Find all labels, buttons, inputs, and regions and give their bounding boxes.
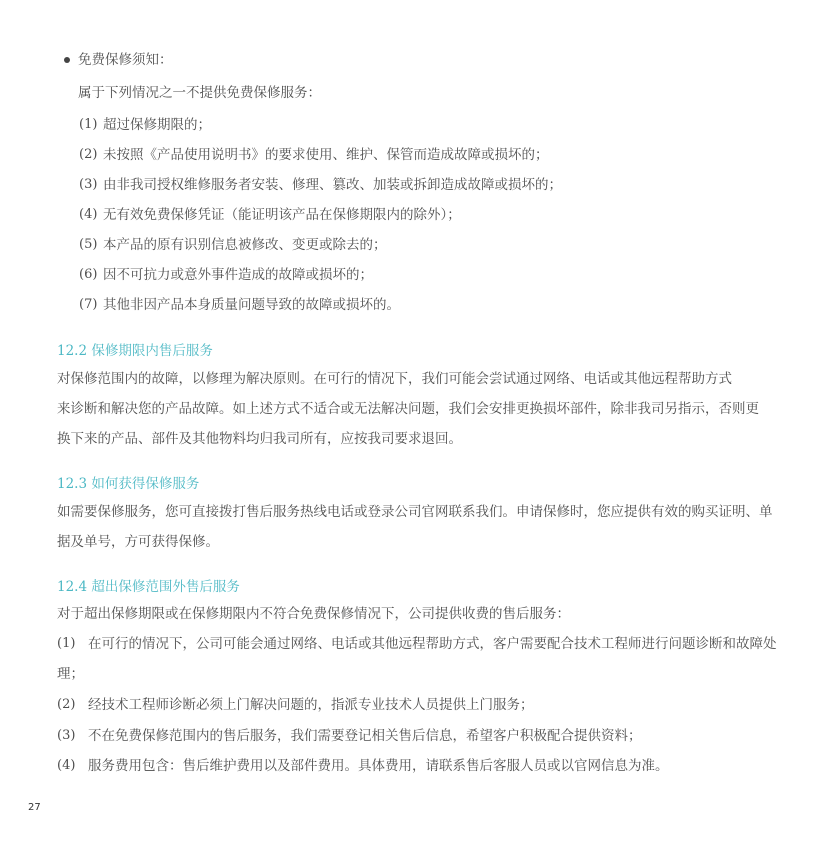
notice-item-4: 无有效免费保修凭证（能证明该产品在保修期限内的除外）； <box>103 207 461 223</box>
section-12-3-heading: 12.3 如何获得保修服务 <box>57 476 200 492</box>
section-12-4-heading: 12.4 超出保修范围外售后服务 <box>57 579 240 595</box>
section-12-4-item-1-cont: 理； <box>57 666 84 682</box>
section-12-2-line-3: 换下来的产品、部件及其他物料均归我司所有，应按我司要求退回。 <box>57 431 462 447</box>
page-number: 27 <box>28 802 41 813</box>
section-12-2-line-1: 对保修范围内的故障，以修理为解决原则。在可行的情况下，我们可能会尝试通过网络、电话或其他远程帮助方式 <box>57 371 732 387</box>
notice-item-7: 其他非因产品本身质量问题导致的故障或损坏的。 <box>103 297 400 313</box>
section-12-4-item-3: 不在免费保修范围内的售后服务，我们需要登记相关售后信息，希望客户积极配合提供资料； <box>88 728 642 744</box>
notice-item-3-num: (3) <box>79 177 98 192</box>
notice-item-5: 本产品的原有识别信息被修改、变更或除去的； <box>103 237 387 253</box>
section-12-4-intro: 对于超出保修期限或在保修期限内不符合免费保修情况下，公司提供收费的售后服务： <box>57 606 570 622</box>
notice-item-2-num: (2) <box>79 147 98 162</box>
notice-item-4-num: (4) <box>79 207 98 222</box>
notice-item-6: 因不可抗力或意外事件造成的故障或损坏的； <box>103 267 373 283</box>
section-12-4-item-4: 服务费用包含：售后维护费用以及部件费用。具体费用，请联系售后客服人员或以官网信息为准。 <box>88 758 669 774</box>
notice-item-6-num: (6) <box>79 267 98 282</box>
section-12-2-heading: 12.2 保修期限内售后服务 <box>57 343 213 359</box>
section-12-3-line-1: 如需要保修服务，您可直接拨打售后服务热线电话或登录公司官网联系我们。申请保修时，您应提供有效的购买证明、单 <box>57 504 773 520</box>
notice-intro: 属于下列情况之一不提供免费保修服务： <box>78 85 321 101</box>
notice-item-1-num: (1) <box>79 117 98 132</box>
notice-item-5-num: (5) <box>79 237 98 252</box>
notice-title: 免费保修须知： <box>78 52 173 68</box>
notice-item-1: 超过保修期限的； <box>103 117 211 133</box>
section-12-3-line-2: 据及单号，方可获得保修。 <box>57 534 219 550</box>
section-12-4-item-2: 经技术工程师诊断必须上门解决问题的，指派专业技术人员提供上门服务； <box>88 697 534 713</box>
section-12-4-item-2-num: (2) <box>57 697 76 712</box>
notice-item-2: 未按照《产品使用说明书》的要求使用、维护、保管而造成故障或损坏的； <box>103 147 549 163</box>
notice-item-3: 由非我司授权维修服务者安装、修理、篡改、加装或拆卸造成故障或损坏的； <box>103 177 562 193</box>
section-12-4-item-1: 在可行的情况下，公司可能会通过网络、电话或其他远程帮助方式，客户需要配合技术工程师进行问题诊断和故障处 <box>88 636 777 652</box>
notice-item-7-num: (7) <box>79 297 98 312</box>
section-12-2-line-2: 来诊断和解决您的产品故障。如上述方式不适合或无法解决问题，我们会安排更换损坏部件，除非我司另指示，否则更 <box>57 401 759 417</box>
section-12-4-item-4-num: (4) <box>57 758 76 773</box>
section-12-4-item-3-num: (3) <box>57 728 76 743</box>
section-12-4-item-1-num: (1) <box>57 636 76 651</box>
bullet-icon <box>64 57 70 63</box>
